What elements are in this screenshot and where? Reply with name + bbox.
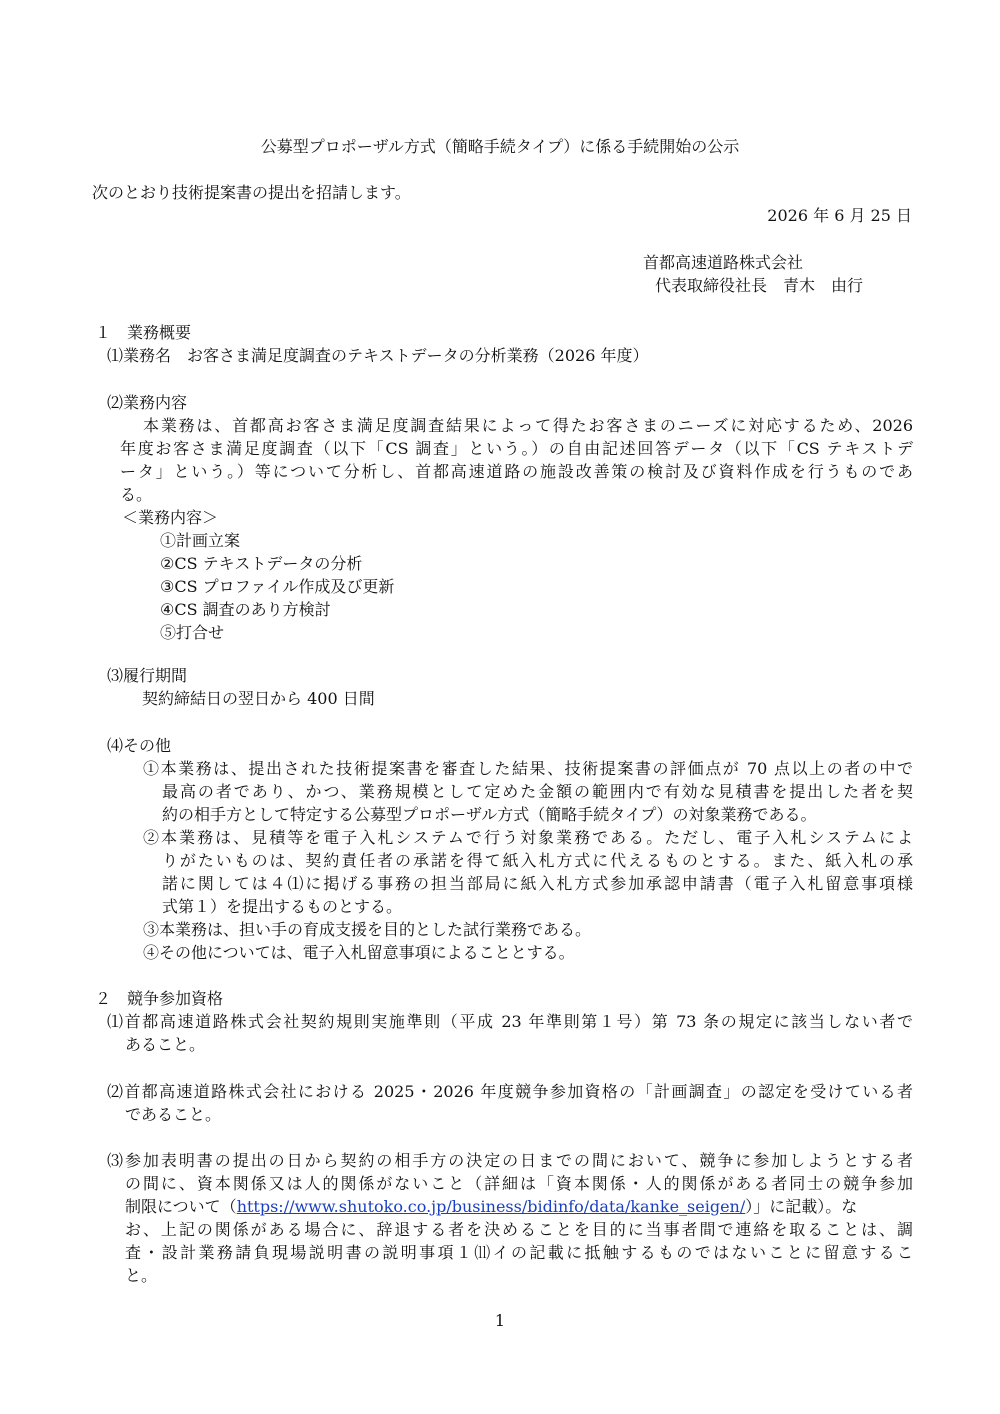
business-content-line: 年度お客さま満足度調査（以下「CS 調査」という。）の自由記述回答データ（以下「CS テキストデ <box>120 439 913 458</box>
intro-text: 次のとおり技術提案書の提出を招請します。 <box>92 183 411 202</box>
other-item-line: ③本業務は、担い手の育成支援を目的とした試行業務である。 <box>143 920 592 939</box>
other-item-line: りがたいものは、契約責任者の承諾を得て紙入札方式に代えるものとする。また、紙入札の承 <box>162 851 913 870</box>
contents-item: ⑤打合せ <box>160 623 225 642</box>
issuer-representative: 代表取締役社長 青木 由行 <box>655 276 864 295</box>
other-item-line: 約の相手方として特定する公募型プロポーザル方式（簡略手続タイプ）の対象業務である。 <box>162 805 817 824</box>
period-text: 契約締結日の翌日から 400 日間 <box>142 689 375 708</box>
restriction-link[interactable]: https://www.shutoko.co.jp/business/bidinfo/data/kanke_seigen/ <box>236 1197 746 1216</box>
business-name: ⑴業務名 お客さま満足度調査のテキストデータの分析業務（2026 年度） <box>107 346 649 365</box>
business-content-line: る。 <box>120 485 153 504</box>
other-item-line: 最高の者であり、かつ、業務規模として定めた金額の範囲内で有効な見積書を提出した者を契 <box>162 782 913 801</box>
issue-date: 2026 年 6 月 25 日 <box>767 206 912 225</box>
qualification-line: お、上記の関係がある場合に、辞退する者を決めることを目的に当事者間で連絡を取ることは、調 <box>125 1220 913 1239</box>
other-item-line: 式第１）を提出するものとする。 <box>162 897 403 916</box>
other-item-line: ④その他については、電子入札留意事項によることとする。 <box>143 943 575 962</box>
contents-item: ②CS テキストデータの分析 <box>160 554 363 573</box>
qualification-line: 査・設計業務請負現場説明書の説明事項１⑾イの記載に抵触するものではないことに留意するこ <box>125 1243 913 1262</box>
qualification-text: 制限について（ <box>125 1197 237 1216</box>
contents-item: ①計画立案 <box>160 531 241 550</box>
section-1-heading: １ 業務概要 <box>95 323 192 342</box>
qualification-line: であること。 <box>125 1105 222 1124</box>
qualification-line: あること。 <box>125 1035 206 1054</box>
other-item-line: ②本業務は、見積等を電子入札システムで行う対象業務である。ただし、電子入札システムによ <box>143 828 913 847</box>
contents-item: ④CS 調査のあり方検討 <box>160 600 331 619</box>
contents-heading: ＜業務内容＞ <box>122 508 219 527</box>
qualification-line <box>125 1196 913 1218</box>
document-title: 公募型プロポーザル方式（簡略手続タイプ）に係る手続開始の公示 <box>260 137 740 156</box>
business-content-heading: ⑵業務内容 <box>107 393 188 412</box>
other-item-line: 諾に関しては４⑴に掲げる事務の担当部局に紙入札方式参加承認申請書（電子入札留意事項様 <box>162 874 913 893</box>
contents-item: ③CS プロファイル作成及び更新 <box>160 577 395 596</box>
period-heading: ⑶履行期間 <box>107 666 188 685</box>
business-content-line: 本業務は、首都高お客さま満足度調査結果によって得たお客さまのニーズに対応するため、2026 <box>143 416 913 435</box>
qualification-text: ）」に記載）。な <box>745 1197 858 1216</box>
qualification-line: と。 <box>125 1266 158 1285</box>
other-item-line: ①本業務は、提出された技術提案書を審査した結果、技術提案書の評価点が 70 点以上の者の中で <box>143 759 913 778</box>
qualification-line: ⑶参加表明書の提出の日から契約の相手方の決定の日までの間において、競争に参加しようとする者 <box>107 1151 913 1170</box>
issuer-organization: 首都高速道路株式会社 <box>643 253 804 272</box>
business-content-line: ータ」という。）等について分析し、首都高速道路の施設改善策の検討及び資料作成を行うものであ <box>120 462 913 481</box>
page-number: 1 <box>494 1311 506 1330</box>
qualification-line: ⑵首都高速道路株式会社における 2025・2026 年度競争参加資格の「計画調査」の認定を受けている者 <box>107 1082 913 1101</box>
section-2-heading: ２ 競争参加資格 <box>95 989 224 1008</box>
qualification-line: の間に、資本関係又は人的関係がないこと（詳細は「資本関係・人的関係がある者同士の競争参加 <box>125 1174 913 1193</box>
qualification-line: ⑴首都高速道路株式会社契約規則実施準則（平成 23 年準則第１号）第 73 条の規定に該当しない者で <box>107 1012 913 1031</box>
other-heading: ⑷その他 <box>107 736 172 755</box>
